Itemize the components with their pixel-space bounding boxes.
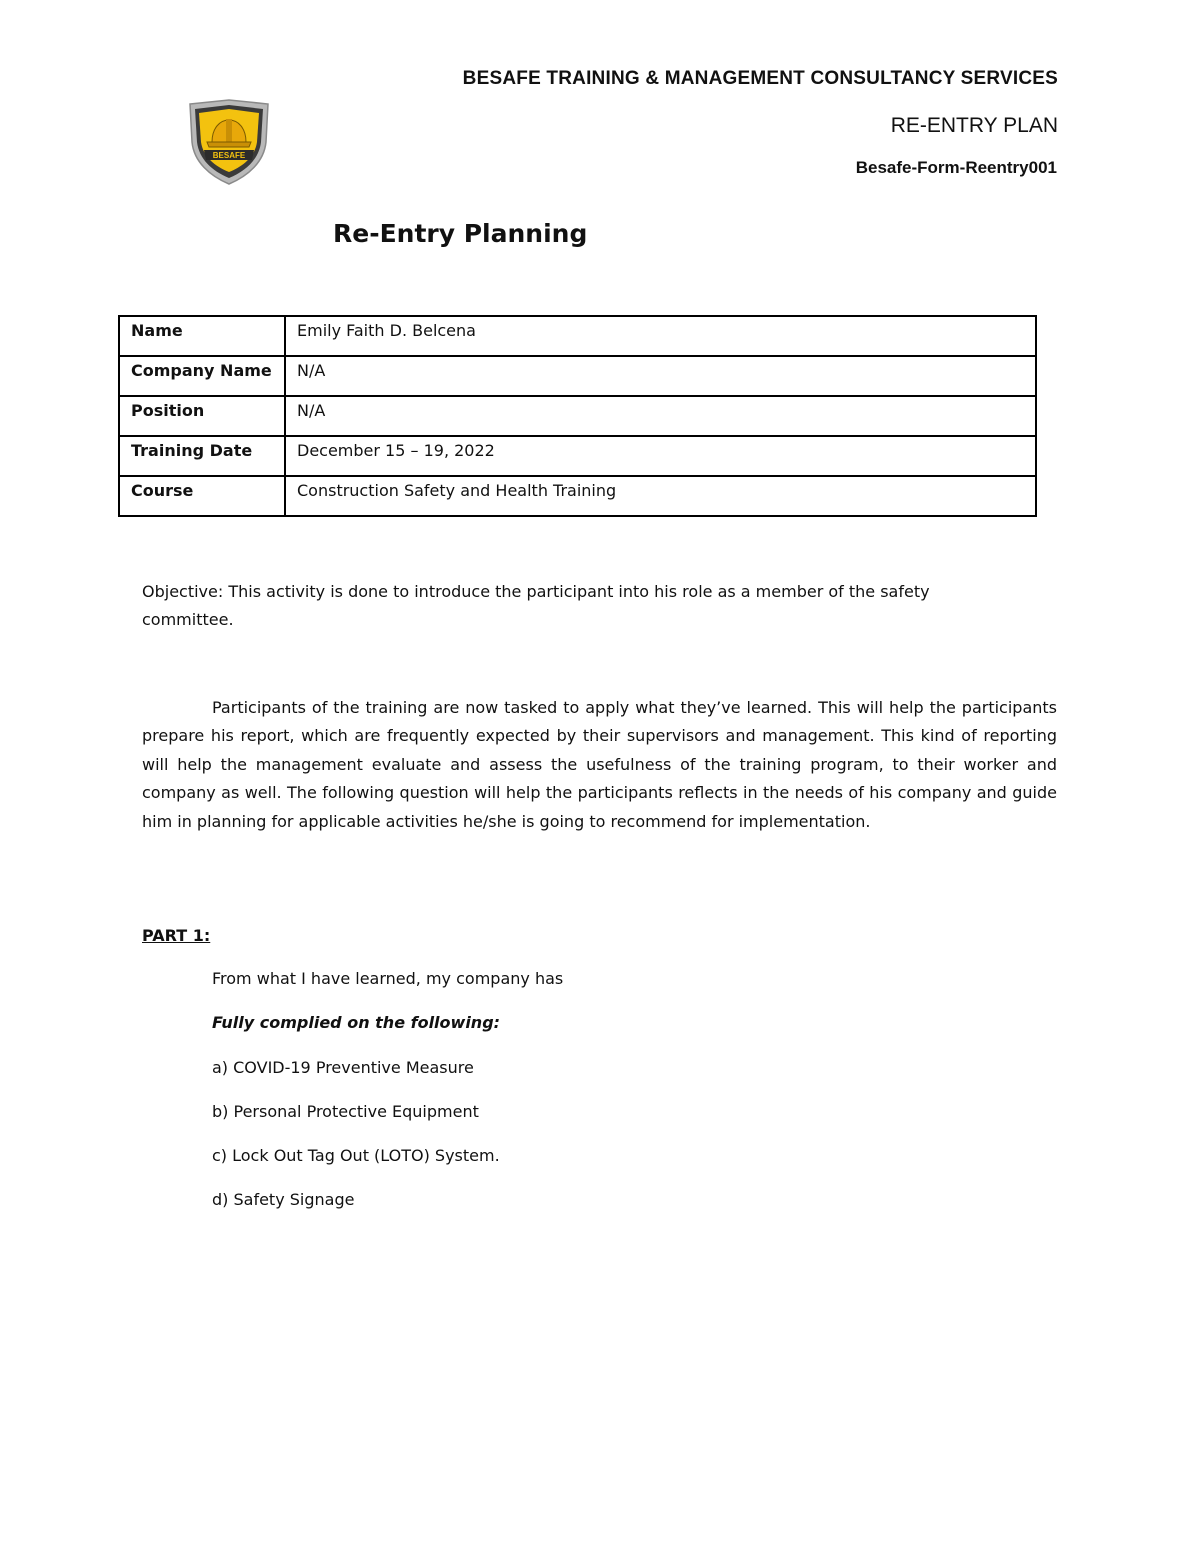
- instructions-paragraph: Participants of the training are now tasked to apply what they’ve learned. This will help the participants prepare his report, which are frequently expected by their supervisors and management. This kind of reporting will help the management evaluate and assess the usefulness of the training program, to their worker and company as well. The following question will help the participants reflects in the needs of his company and guide him in planning for applicable activities he/she is going to recommend for implementation.: [142, 698, 1057, 831]
- row-value-company: N/A: [285, 356, 1036, 396]
- row-value-training-date: December 15 – 19, 2022: [285, 436, 1036, 476]
- row-value-position: N/A: [285, 396, 1036, 436]
- row-label-company: Company Name: [119, 356, 285, 396]
- besafe-logo: [186, 98, 272, 186]
- part-1-intro: From what I have learned, my company has: [212, 969, 564, 988]
- row-label-course: Course: [119, 476, 285, 516]
- page-title: Re-Entry Planning: [333, 219, 588, 248]
- list-item: a) COVID-19 Preventive Measure: [212, 1058, 474, 1077]
- company-name-header: BESAFE TRAINING & MANAGEMENT CONSULTANCY SERVICES: [462, 68, 1058, 89]
- part-1-heading: PART 1:: [142, 926, 211, 945]
- logo-text: BESAFE: [212, 151, 246, 160]
- row-label-name: Name: [119, 316, 285, 356]
- plan-title-header: RE-ENTRY PLAN: [890, 114, 1058, 137]
- table-row: [119, 396, 1036, 436]
- participant-info-table: [118, 315, 1037, 517]
- form-code: Besafe-Form-Reentry001: [855, 158, 1057, 177]
- table-row: [119, 316, 1036, 356]
- objective-paragraph: [142, 578, 1002, 634]
- list-item: d) Safety Signage: [212, 1190, 355, 1209]
- row-label-training-date: Training Date: [119, 436, 285, 476]
- row-value-name: Emily Faith D. Belcena: [285, 316, 1036, 356]
- row-value-course: Construction Safety and Health Training: [285, 476, 1036, 516]
- table-row: [119, 356, 1036, 396]
- objective-label: Objective:: [142, 582, 224, 601]
- table-row: [119, 476, 1036, 516]
- part-1-subheading: Fully complied on the following:: [212, 1013, 501, 1032]
- objective-text: This activity is done to introduce the participant into his role as a member of the safety committee.: [142, 582, 930, 629]
- list-item: c) Lock Out Tag Out (LOTO) System.: [212, 1146, 500, 1165]
- table-row: [119, 436, 1036, 476]
- row-label-position: Position: [119, 396, 285, 436]
- list-item: b) Personal Protective Equipment: [212, 1102, 479, 1121]
